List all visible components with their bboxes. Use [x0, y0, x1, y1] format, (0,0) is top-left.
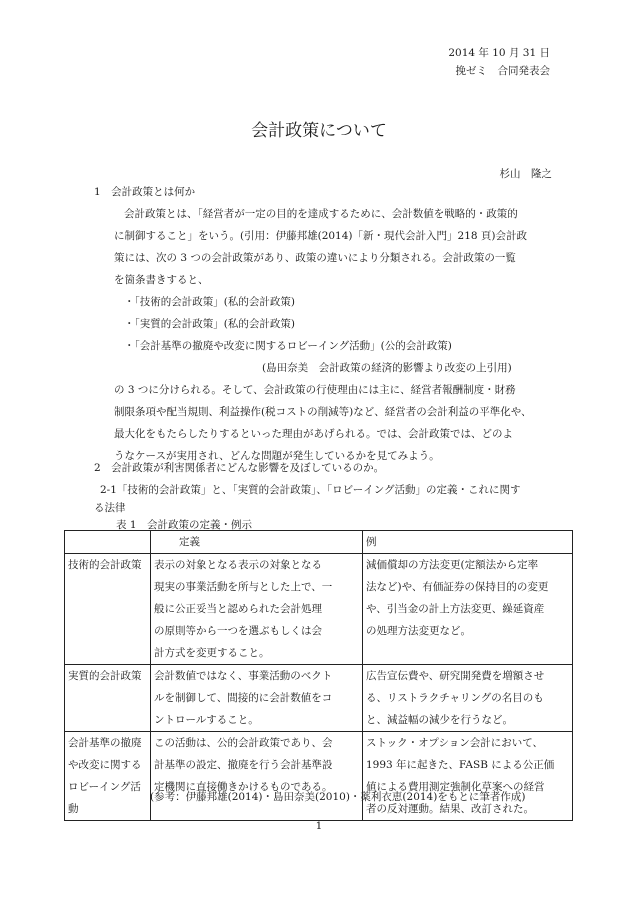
- definition-line: 計方式を変更すること。: [154, 647, 270, 659]
- document-date: 2014 年 10 月 31 日: [448, 47, 550, 59]
- definition-line: 会計数値ではなく、事業活動のベクト: [154, 670, 333, 682]
- definition-cell: [151, 554, 363, 665]
- definition-line: 計基準の設定、撤廃を行う会計基準設: [154, 759, 333, 771]
- row-name-cell: [65, 732, 151, 821]
- section2-subheading: る法律: [94, 502, 126, 514]
- definition-line: の原則等から一つを選ぶもしくは会: [154, 625, 322, 637]
- definition-line: ントロールすること。: [154, 714, 259, 726]
- row-name: 会計基準の撤廃: [68, 737, 142, 749]
- definition-line: 定機関に直接働きかけるものである。: [154, 781, 333, 793]
- table-row: [65, 554, 573, 665]
- definition-line: 般に公正妥当と認められた会計処理: [154, 603, 322, 615]
- section1-para2-line: うなケースが実用され、どんな問題が発生しているかを見てみよう。: [114, 450, 440, 462]
- section1-para1-line: を箇条書きすると、: [114, 274, 209, 286]
- table-note: (参考：伊藤邦雄(2014)・島田奈美(2010)・薬利衣恵(2014)をもとに筆者作成): [150, 791, 526, 803]
- table-header-cell: 例: [363, 531, 573, 554]
- example-line: と、減益幅の減少を行うなど。: [366, 714, 513, 726]
- example-line: 減価償却の方法変更(定額法から定率: [366, 559, 539, 571]
- page-title: 会計政策について: [251, 121, 387, 141]
- section1-para2-line: の 3 つに分けられる。そして、会計政策の行使理由には主に、経営者報酬制度・財務: [114, 384, 516, 396]
- section1-para1-line: に制御すること」をいう。(引用：伊藤邦雄(2014)「新・現代会計入門」218 頁)会計政: [114, 230, 527, 242]
- policy-table: [64, 530, 573, 821]
- document-event: 挽ゼミ 合同発表会: [455, 65, 550, 77]
- author-name: 杉山 隆之: [499, 168, 552, 180]
- definition-line: 表示の対象となる表示の対象となる: [154, 559, 322, 571]
- bullet-item: ・「技術的会計政策」(私的会計政策): [124, 296, 295, 308]
- example-line: や、引当金の計上方法変更、繰延資産: [366, 603, 545, 615]
- section1-heading: 1 会計政策とは何か: [94, 186, 196, 198]
- row-name: ロビーイング活: [68, 781, 141, 793]
- table-caption: 表 1 会計政策の定義・例示: [116, 519, 253, 531]
- example-line: る、リストラクチャリングの名目のも: [366, 692, 544, 704]
- row-name-cell: [65, 665, 151, 732]
- row-name: 動: [68, 803, 79, 815]
- example-line: 法など)や、有価証券の保持目的の変更: [366, 581, 549, 593]
- section1-para1-line: 会計政策とは、「経営者が一定の目的を達成するために、会計数値を戦略的・政策的: [124, 208, 518, 220]
- definition-line: 現実の事業活動を所与とした上で、一: [154, 581, 333, 593]
- example-cell: [363, 554, 573, 665]
- section2-heading: 2 会計政策が利害関係者にどんな影響を及ぼしているのか。: [94, 462, 385, 474]
- row-name: 実質的会計政策: [68, 670, 142, 682]
- definition-line: この活動は、公的会計政策であり、会: [154, 737, 333, 749]
- row-name: 技術的会計政策: [68, 559, 142, 571]
- page-number: 1: [315, 820, 323, 832]
- example-cell: [363, 665, 573, 732]
- citation: (島田奈美 会計政策の経済的影響より改変の上引用): [262, 362, 512, 374]
- example-line: ストック・オプション会計において、: [366, 737, 544, 749]
- section1-para2-line: 最大化をもたらしたりするといった理由があげられる。では、会計政策では、どのよ: [114, 428, 513, 440]
- definition-line: ルを制御して、間接的に会計数値をコ: [154, 692, 333, 704]
- bullet-item: ・「会計基準の撤廃や改変に関するロビーイング活動」(公的会計政策): [124, 340, 452, 352]
- example-line: 値による費用測定強制化草案への経営: [366, 781, 545, 793]
- row-name-cell: [65, 554, 151, 665]
- section2-subheading: 2-1「技術的会計政策」と、「実質的会計政策」、「ロビーイング活動」の定義・これに関す: [100, 484, 521, 496]
- bullet-item: ・「実質的会計政策」(私的会計政策): [124, 318, 295, 330]
- example-line: 者の反対運動。結果、改訂された。: [366, 803, 534, 815]
- table-header-cell: [65, 531, 151, 554]
- table-row: [65, 665, 573, 732]
- example-line: の処理方法変更など。: [366, 625, 471, 637]
- table-header-cell: 定義: [151, 531, 363, 554]
- section1-para1-line: 策には、次の 3 つの会計政策があり、政策の違いにより分類される。会計政策の一覧: [114, 252, 516, 264]
- example-line: 広告宣伝費や、研究開発費を増額させ: [366, 670, 545, 682]
- row-name: や改変に関する: [68, 759, 142, 771]
- definition-cell: [151, 665, 363, 732]
- table-header-row: [65, 531, 573, 554]
- example-line: 1993 年に起きた、FASB による公正価: [366, 759, 555, 771]
- section1-para2-line: 制限条項や配当規則、利益操作(税コストの削減等)など、経営者の会計利益の平準化や、: [114, 406, 532, 418]
